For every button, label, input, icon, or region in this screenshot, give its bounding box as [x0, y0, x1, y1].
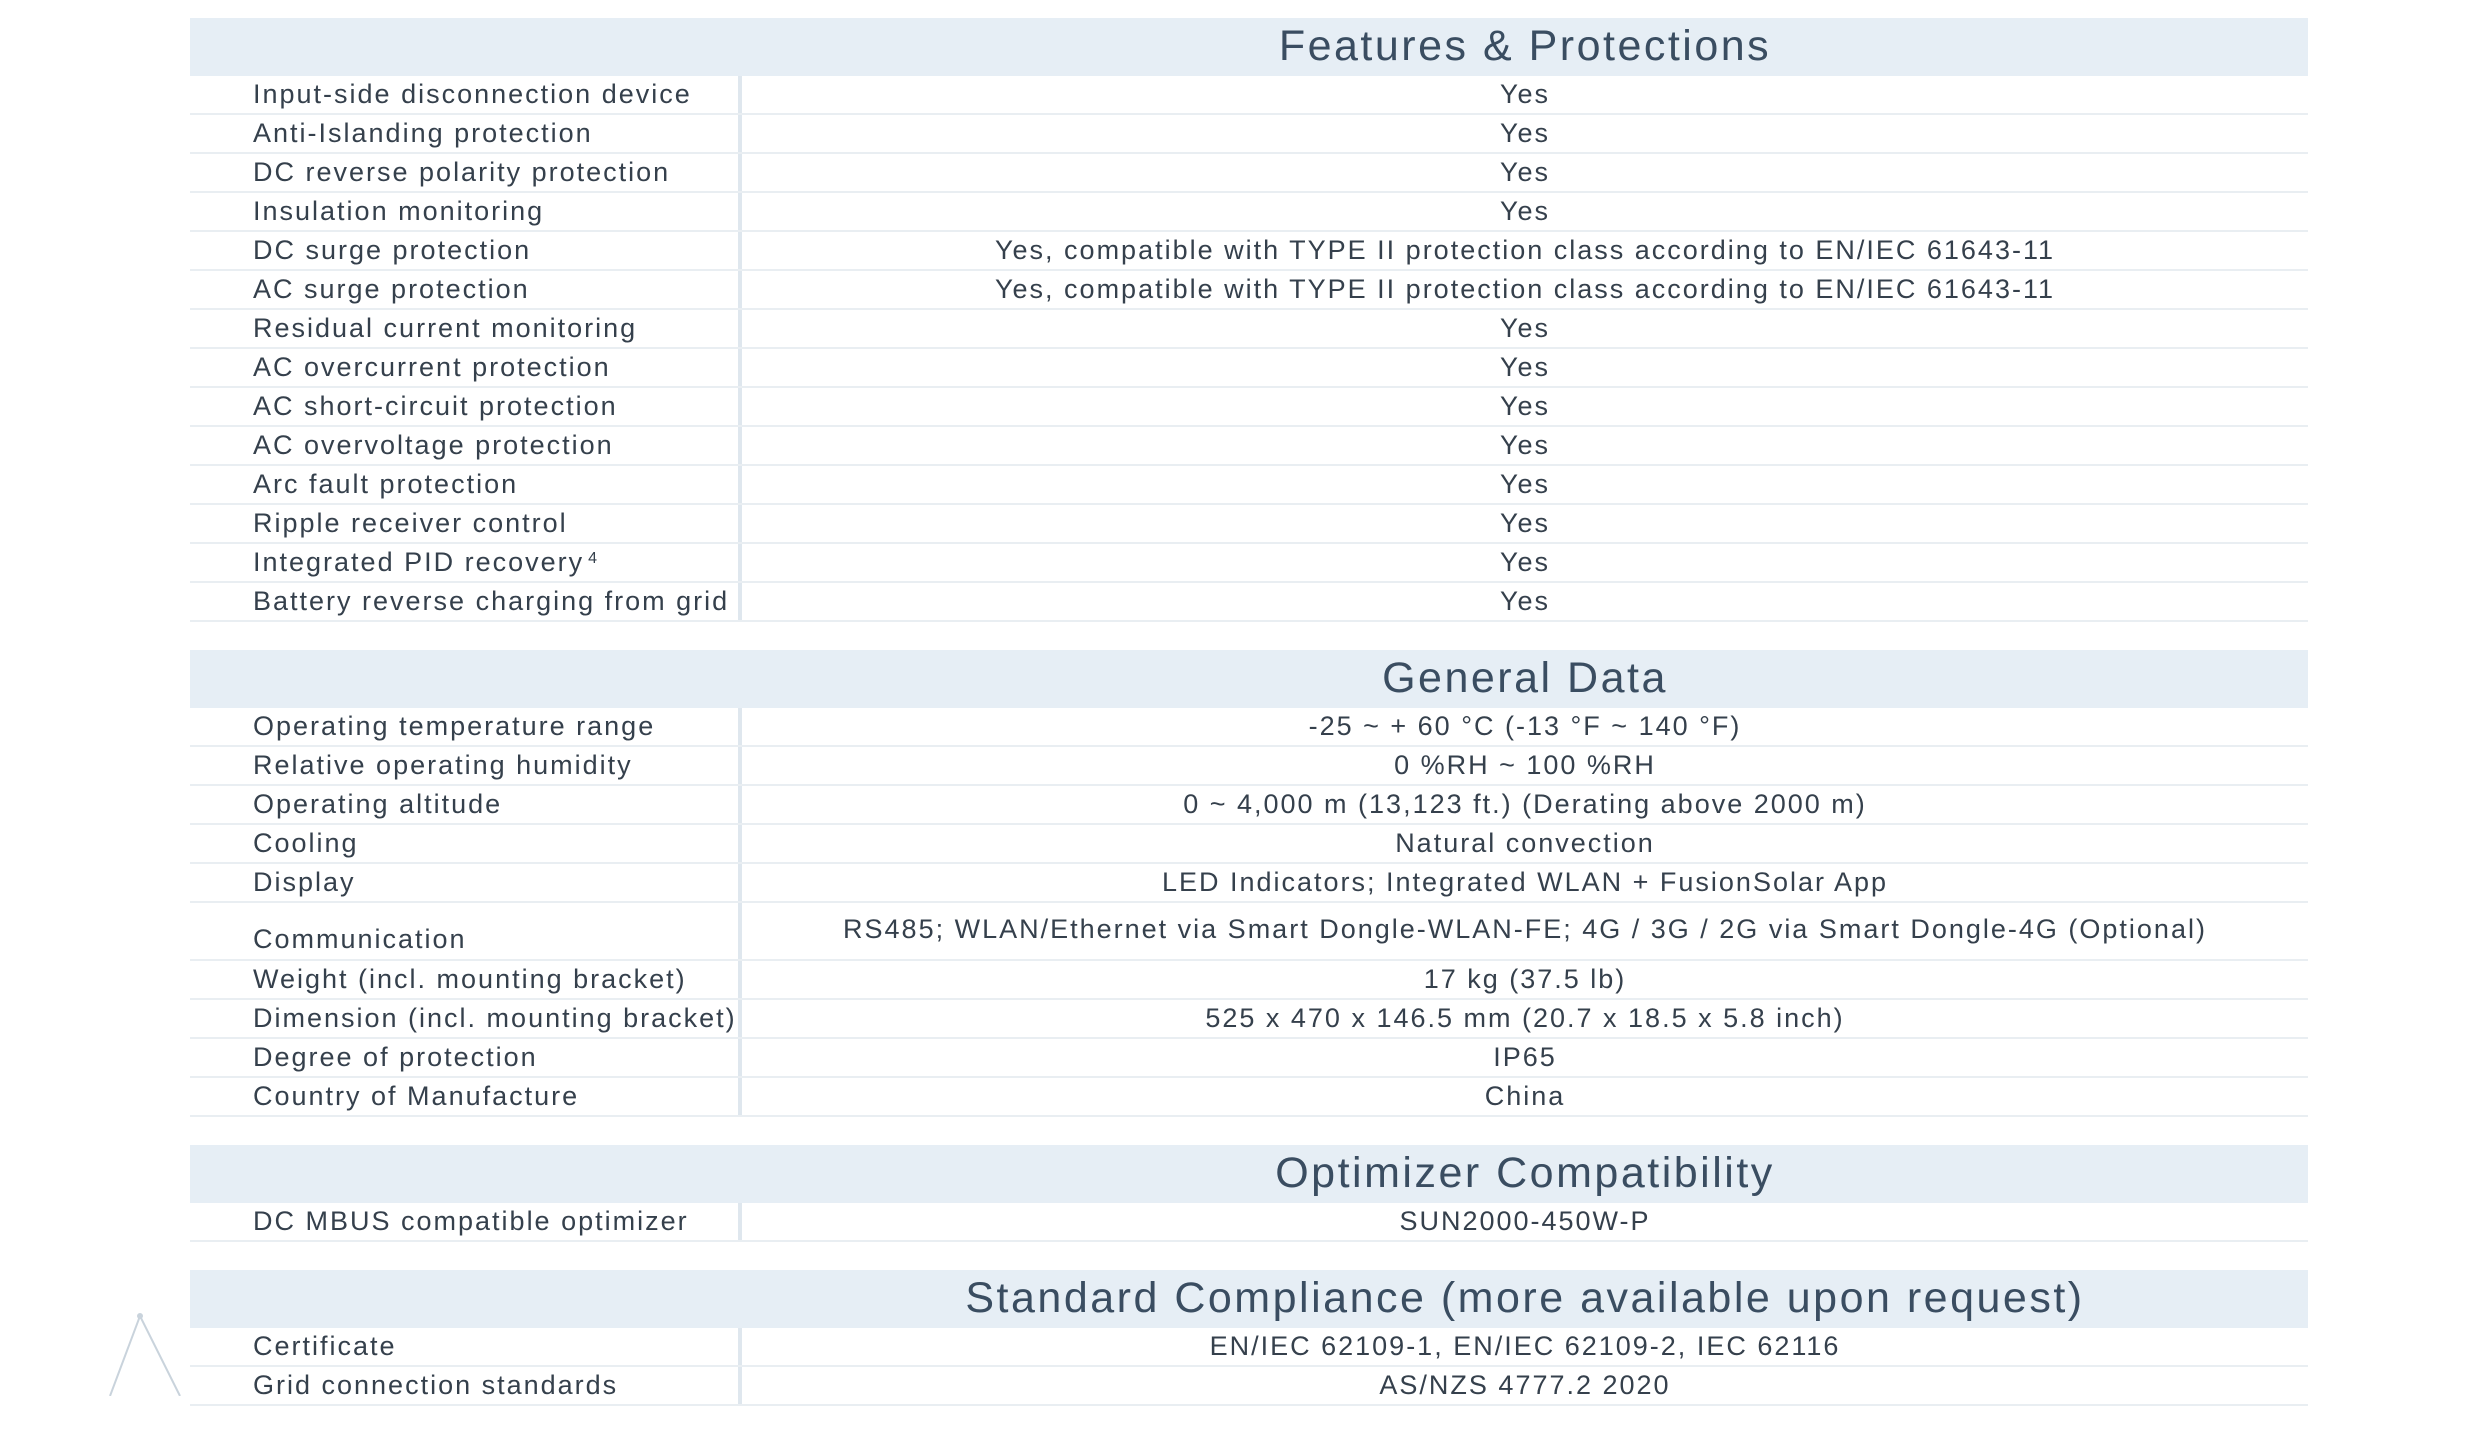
row-value: AS/NZS 4777.2 2020: [1379, 1370, 1671, 1400]
row-label: Cooling: [190, 825, 742, 862]
row-label: Country of Manufacture: [190, 1078, 742, 1115]
row-value: Yes: [1499, 79, 1551, 109]
row-value: Yes: [1499, 352, 1551, 382]
table-row: [190, 786, 2308, 825]
row-label: Relative operating humidity: [190, 747, 742, 784]
table-row: [190, 903, 2308, 961]
features-protections-section: [190, 18, 2308, 622]
table-row: [190, 115, 2308, 154]
row-value: Yes: [1499, 430, 1551, 460]
table-row: [190, 1328, 2308, 1367]
row-value: Yes: [1499, 469, 1551, 499]
table-row: [190, 583, 2308, 622]
row-value: EN/IEC 62109-1, EN/IEC 62109-2, IEC 62116: [1209, 1331, 1841, 1361]
optimizer-compatibility-section: [190, 1145, 2308, 1242]
row-value: LED Indicators; Integrated WLAN + FusionSolar App: [1161, 867, 1889, 897]
table-row: [190, 349, 2308, 388]
section-header: [190, 1145, 2308, 1203]
spec-sheet: [190, 18, 2308, 1434]
row-value: Yes: [1499, 547, 1551, 577]
row-value: Yes: [1499, 313, 1551, 343]
table-row: [190, 1367, 2308, 1406]
table-row: [190, 1078, 2308, 1117]
section-header: [190, 1270, 2308, 1328]
row-value: SUN2000-450W-P: [1399, 1206, 1651, 1236]
row-value: 525 x 470 x 146.5 mm (20.7 x 18.5 x 5.8 inch): [1205, 1003, 1845, 1033]
row-label: Certificate: [190, 1328, 742, 1365]
row-value: -25 ~ + 60 °C (-13 °F ~ 140 °F): [1308, 711, 1742, 741]
row-label-text: Integrated PID recovery: [253, 547, 585, 577]
row-value: Yes, compatible with TYPE II protection class according to EN/IEC 61643-11: [995, 235, 2055, 265]
row-label: DC reverse polarity protection: [190, 154, 742, 191]
row-label: DC MBUS compatible optimizer: [190, 1203, 742, 1240]
section-title: Optimizer Compatibility: [1275, 1149, 1775, 1197]
table-row: [190, 1039, 2308, 1078]
row-label: Input-side disconnection device: [190, 76, 742, 113]
corner-line-decoration: [108, 1310, 188, 1396]
row-label: AC overvoltage protection: [190, 427, 742, 464]
table-row: [190, 747, 2308, 786]
row-value: Yes: [1499, 508, 1551, 538]
row-label: Battery reverse charging from grid: [190, 583, 742, 620]
row-label: [190, 544, 742, 581]
row-value: Yes: [1499, 586, 1551, 616]
table-row: [190, 466, 2308, 505]
table-row: [190, 154, 2308, 193]
row-label: Anti-Islanding protection: [190, 115, 742, 152]
row-label: AC surge protection: [190, 271, 742, 308]
row-label: Residual current monitoring: [190, 310, 742, 347]
row-value: Yes: [1499, 118, 1551, 148]
row-value: Yes: [1499, 391, 1551, 421]
row-value: Yes: [1499, 196, 1551, 226]
row-value: China: [1484, 1081, 1566, 1111]
row-value: 0 ~ 4,000 m (13,123 ft.) (Derating above 2000 m): [1183, 789, 1867, 819]
section-header: [190, 18, 2308, 76]
table-row: [190, 427, 2308, 466]
row-value: 17 kg (37.5 lb): [1423, 964, 1627, 994]
row-label: Dimension (incl. mounting bracket): [190, 1000, 742, 1037]
general-data-section: [190, 650, 2308, 1117]
row-label: AC overcurrent protection: [190, 349, 742, 386]
standard-compliance-section: [190, 1270, 2308, 1406]
table-row: [190, 193, 2308, 232]
row-label: Communication: [190, 903, 742, 959]
row-value: RS485; WLAN/Ethernet via Smart Dongle-WLAN-FE; 4G / 3G / 2G via Smart Dongle-4G (Optional): [843, 913, 2207, 944]
table-row: [190, 708, 2308, 747]
row-label: Display: [190, 864, 742, 901]
row-value: Yes, compatible with TYPE II protection class according to EN/IEC 61643-11: [995, 274, 2055, 304]
row-label: AC short-circuit protection: [190, 388, 742, 425]
section-header: [190, 650, 2308, 708]
table-row: [190, 1000, 2308, 1039]
table-row: [190, 505, 2308, 544]
row-label: Ripple receiver control: [190, 505, 742, 542]
table-row: [190, 232, 2308, 271]
table-row: [190, 310, 2308, 349]
table-row: [190, 864, 2308, 903]
row-label: Operating altitude: [190, 786, 742, 823]
table-row: [190, 388, 2308, 427]
row-value: Natural convection: [1395, 828, 1655, 858]
section-title: Features & Protections: [1278, 22, 1772, 70]
row-label: Arc fault protection: [190, 466, 742, 503]
row-label: DC surge protection: [190, 232, 742, 269]
row-label: Degree of protection: [190, 1039, 742, 1076]
table-row: [190, 76, 2308, 115]
table-row: [190, 1203, 2308, 1242]
row-label: Operating temperature range: [190, 708, 742, 745]
section-title: General Data: [1382, 654, 1668, 702]
table-row: [190, 961, 2308, 1000]
row-label: Weight (incl. mounting bracket): [190, 961, 742, 998]
table-row: [190, 271, 2308, 310]
table-row: [190, 544, 2308, 583]
row-label: Grid connection standards: [190, 1367, 742, 1404]
row-value: 0 %RH ~ 100 %RH: [1394, 750, 1656, 780]
section-title: Standard Compliance (more available upon request): [965, 1274, 2085, 1322]
row-value: Yes: [1499, 157, 1551, 187]
row-value: IP65: [1493, 1042, 1557, 1072]
table-row: [190, 825, 2308, 864]
row-label: Insulation monitoring: [190, 193, 742, 230]
footnote-marker: 4: [588, 549, 600, 567]
